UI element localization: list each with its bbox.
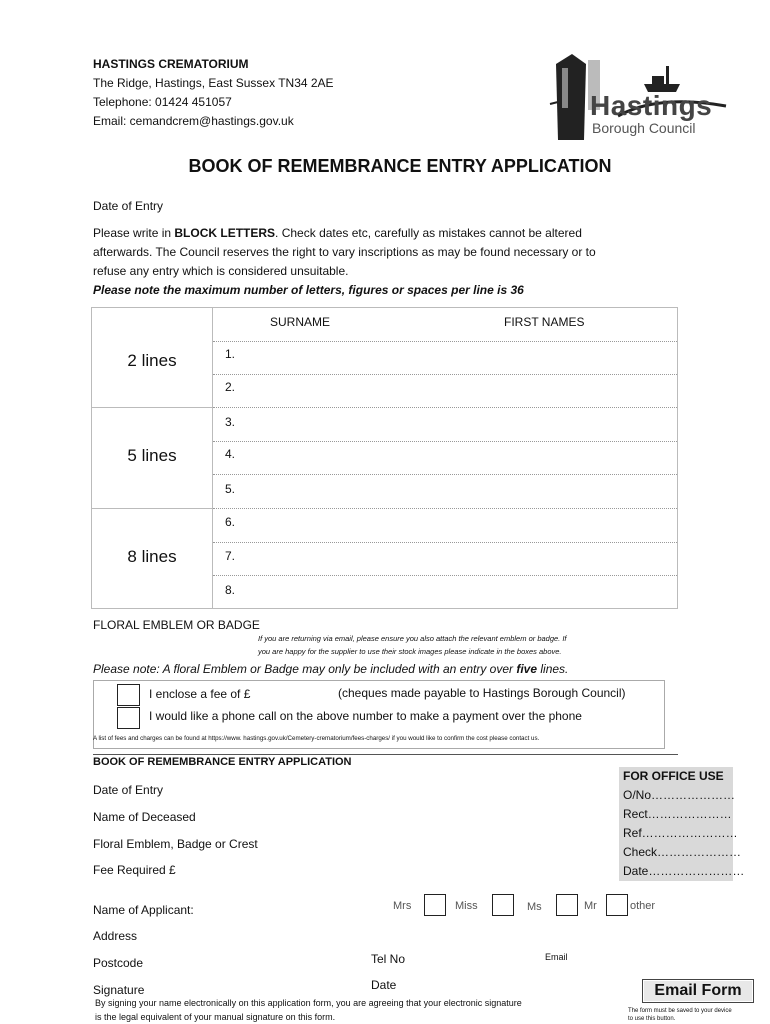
group-2-lines: 2 lines xyxy=(127,351,177,370)
floral-emblem-label: FLORAL EMBLEM OR BADGE xyxy=(93,618,260,632)
signature-note-1: By signing your name electronically on this application form, you are agreeing that your electronic signature xyxy=(95,998,522,1008)
divider xyxy=(93,754,678,755)
email-form-button[interactable]: Email Form xyxy=(642,979,754,1003)
signature-note-2: is the legal equivalent of your manual signature on this form. xyxy=(95,1012,336,1022)
org-email: Email: cemandcrem@hastings.gov.uk xyxy=(93,114,294,128)
floral-email-note-1: If you are returning via email, please ensure you also attach the relevant emblem or badge. If xyxy=(258,634,567,643)
council-logo xyxy=(548,54,728,140)
office-ono: O/No………………… xyxy=(623,788,736,802)
signature-note xyxy=(95,996,522,1024)
floral-note-bold: five xyxy=(516,662,538,676)
floral-note-end: lines. xyxy=(537,662,569,676)
office-rect: Rect………………… xyxy=(623,807,732,821)
summary-email: Email xyxy=(545,952,568,962)
page-title: BOOK OF REMEMBRANCE ENTRY APPLICATION xyxy=(188,156,612,176)
summary-fee: Fee Required £ xyxy=(93,863,176,877)
fee-checkbox[interactable] xyxy=(117,684,140,706)
office-check: Check………………… xyxy=(623,845,742,859)
office-use-box xyxy=(619,767,745,881)
group-5-lines: 5 lines xyxy=(127,446,177,465)
date-of-entry-label: Date of Entry xyxy=(93,199,164,213)
instr-note: Please note the maximum number of letters, figures or spaces per line is 36 xyxy=(93,283,524,297)
summary-tel: Tel No xyxy=(371,952,406,966)
title-other-checkbox[interactable] xyxy=(606,894,628,916)
floral-note xyxy=(93,662,568,676)
summary-applicant: Name of Applicant: xyxy=(93,903,194,917)
col-surname: SURNAME xyxy=(270,315,331,329)
title-miss-checkbox[interactable] xyxy=(492,894,514,916)
group-8-lines: 8 lines xyxy=(127,547,177,566)
row-4[interactable]: 4. xyxy=(225,447,236,461)
logo-text-hastings: Hastings xyxy=(590,90,713,121)
instr-line-3: refuse any entry which is considered unsuitable. xyxy=(93,264,349,278)
row-8[interactable]: 8. xyxy=(225,583,236,597)
office-heading: FOR OFFICE USE xyxy=(623,769,724,783)
title-mrs-checkbox[interactable] xyxy=(424,894,446,916)
save-note-2: to use this button. xyxy=(628,1016,676,1022)
org-telephone: Telephone: 01424 451057 xyxy=(93,95,232,109)
instr-text-after: . Check dates etc, carefully as mistakes cannot be altered xyxy=(275,226,582,240)
row-7[interactable]: 7. xyxy=(225,549,236,563)
instr-line-2: afterwards. The Council reserves the right to vary inscriptions as may be found necessary or to xyxy=(93,245,596,259)
row-6[interactable]: 6. xyxy=(225,515,236,529)
summary-floral: Floral Emblem, Badge or Crest xyxy=(93,837,258,851)
row-5[interactable]: 5. xyxy=(225,482,236,496)
title-other-label: other xyxy=(630,900,656,912)
header-block xyxy=(93,55,334,131)
title-mr-label: Mr xyxy=(584,900,597,912)
instr-bold: BLOCK LETTERS xyxy=(174,226,276,240)
title-ms-checkbox[interactable] xyxy=(556,894,578,916)
summary-address: Address xyxy=(93,929,138,943)
summary-signature: Signature xyxy=(93,983,145,997)
floral-email-note-2: you are happy for the supplier to use their stock images please indicate in the boxes above. xyxy=(258,647,562,656)
row-2[interactable]: 2. xyxy=(225,380,236,394)
phone-label: I would like a phone call on the above number to make a payment over the phone xyxy=(149,709,582,723)
floral-email-note xyxy=(258,632,567,658)
office-ref: Ref…………………… xyxy=(623,826,738,840)
title-ms-label: Ms xyxy=(527,901,542,913)
cheques-note: (cheques made payable to Hastings Borough Council) xyxy=(338,686,626,700)
inscription-grid xyxy=(91,307,678,609)
floral-note-text: Please note: A floral Emblem or Badge may only be included with an entry over xyxy=(93,662,517,676)
phone-checkbox[interactable] xyxy=(117,707,140,729)
office-date: Date…………………… xyxy=(623,864,745,878)
instructions xyxy=(93,224,693,300)
summary-postcode: Postcode xyxy=(93,956,144,970)
row-1[interactable]: 1. xyxy=(225,347,236,361)
summary-name-of-deceased: Name of Deceased xyxy=(93,810,196,824)
org-name: HASTINGS CREMATORIUM xyxy=(93,57,249,71)
col-first-names: FIRST NAMES xyxy=(504,315,585,329)
summary-heading: BOOK OF REMEMBRANCE ENTRY APPLICATION xyxy=(93,756,352,768)
fees-link[interactable]: A list of fees and charges can be found at https://www. hastings.gov.uk/Cemetery-crematorium/fees-charges/ if you would like to confirm the cost please contact us. xyxy=(93,735,540,742)
summary-date-of-entry: Date of Entry xyxy=(93,783,164,797)
title-miss-label: Miss xyxy=(455,900,478,912)
row-3[interactable]: 3. xyxy=(225,415,236,429)
logo-text-borough: Borough Council xyxy=(592,120,696,136)
fee-label: I enclose a fee of £ xyxy=(149,687,251,701)
org-address: The Ridge, Hastings, East Sussex TN34 2AE xyxy=(93,76,334,90)
save-note xyxy=(628,1007,732,1023)
title-mrs-label: Mrs xyxy=(393,900,412,912)
instr-text: Please write in xyxy=(93,226,175,240)
save-note-1: The form must be saved to your device xyxy=(628,1008,732,1014)
summary-date: Date xyxy=(371,978,397,992)
